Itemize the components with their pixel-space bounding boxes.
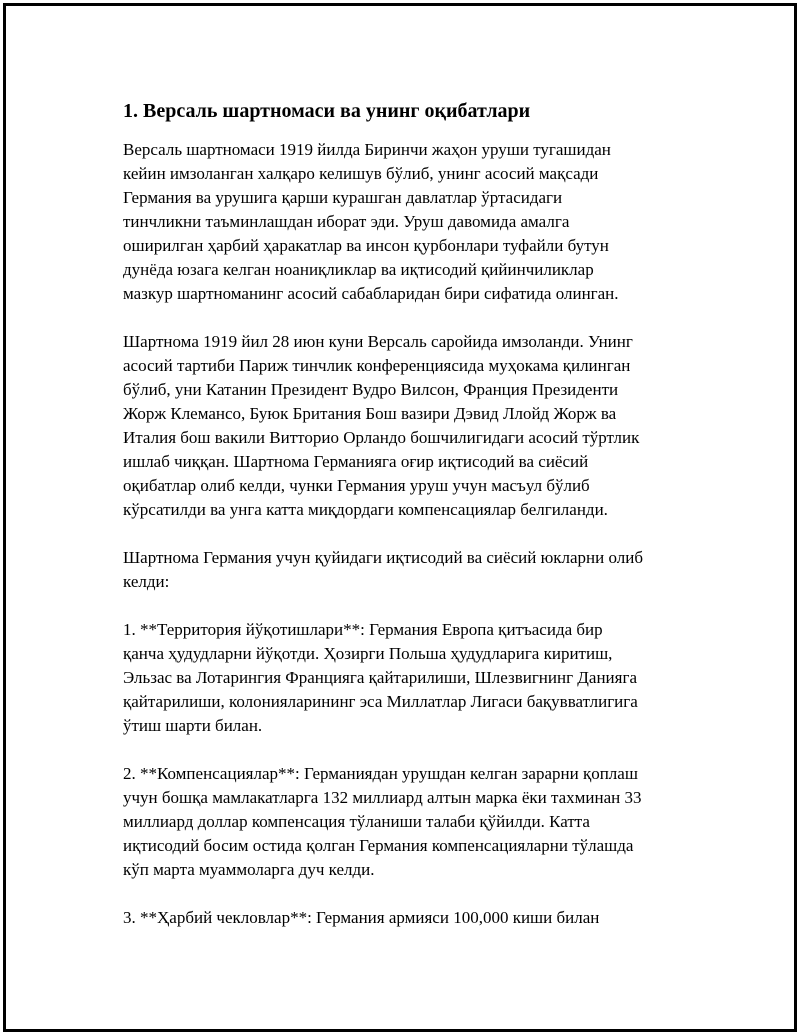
list-item-military: 3. **Ҳарбий чекловлар**: Германия армияси 100,000 киши билан <box>123 908 600 927</box>
document-body <box>121 98 711 954</box>
page-frame <box>3 3 797 1032</box>
section-title: 1. Версаль шартномаси ва унинг оқибатлари <box>123 100 531 122</box>
paragraph-intro: Версаль шартномаси 1919 йилда Биринчи жаҳон уруши тугашидан кейин имзоланган халқаро келишув бўлиб, унинг асосий мақсади Германия ва урушига қарши курашган давлатлар ўртасидаги тинчликни таъминлашдан иборат эди. Уруш давомида амалга оширилган ҳарбий ҳаракатлар ва инсон қурбонлари туфайли бутун дунёда юзага келган ноаниқликлар ва иқтисодий қийинчиликлар мазкур шартноманинг асосий сабабларидан бири сифатида олинган. <box>123 140 619 303</box>
paragraph-signing: Шартнома 1919 йил 28 июн куни Версаль саройида имзоланди. Унинг асосий тартиби Париж тинчлик конференциясида муҳокама қилинган бўлиб, уни Катанин Президент Вудро Вилсон, Франция Президенти Жорж Клемансо, Буюк Британия Бош вазири Дэвид Ллойд Жорж ва Италия бош вакили Витторио Орландо бошчилигидаги асосий тўртлик ишлаб чиққан. Шартнома Германияга оғир иқтисодий ва сиёсий оқибатлар олиб келди, чунки Германия уруш учун масъул бўлиб кўрсатилди ва унга катта миқдордаги компенсациялар белгиланди. <box>123 332 640 519</box>
paragraph-consequences-intro: Шартнома Германия учун қуйидаги иқтисодий ва сиёсий юкларни олиб келди: <box>123 548 644 591</box>
list-item-reparations: 2. **Компенсациялар**: Германиядан урушдан келган зарарни қоплаш учун бошқа мамлакатларга 132 миллиард алтын марка ёки тахминан 33 миллиард доллар компенсация тўланиши талаби қўйилди. Катта иқтисодий босим остида қолган Германия компенсацияларни тўлашда кўп марта муаммоларга дуч келди. <box>123 764 642 879</box>
list-item-territory: 1. **Территория йўқотишлари**: Германия Европа қитъасида бир қанча ҳудудларни йўқотди. Ҳозирги Польша ҳудудларига киритиш, Эльзас ва Лотарингия Францияга қайтарилиши, Шлезвигнинг Данияга қайтарилиши, колонияларининг эса Миллатлар Лигаси бақувватлигига ўтиш шарти билан. <box>123 620 638 735</box>
